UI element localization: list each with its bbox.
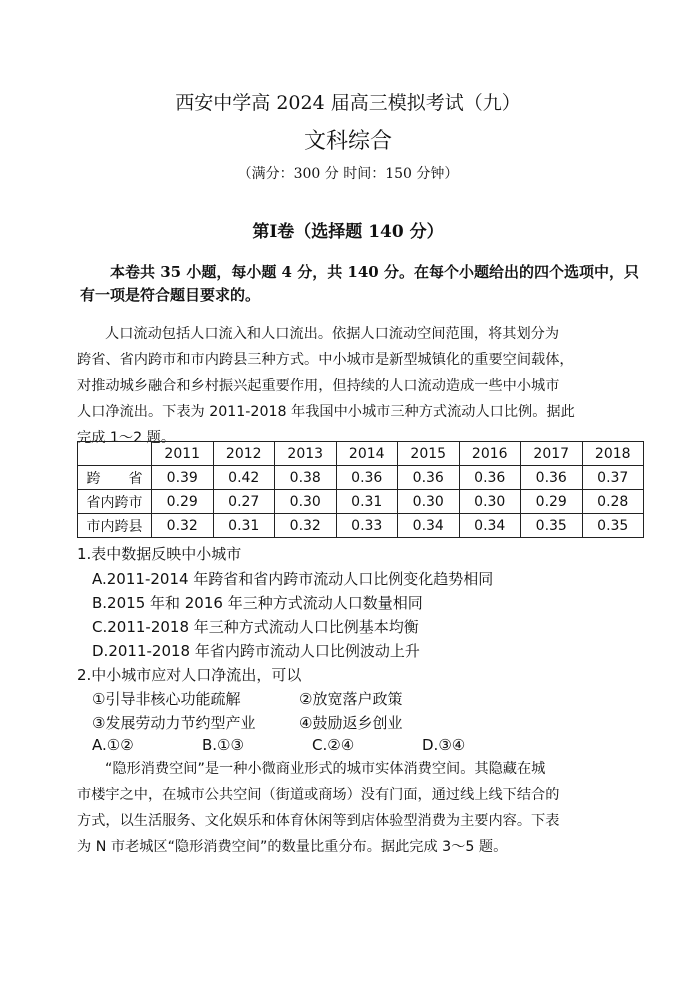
table-cell: 0.30 (398, 490, 460, 514)
passage-2-line: “隐形消费空间”是一种小微商业形式的城市实体消费空间。其隐藏在城 (105, 761, 546, 777)
table-cell: 0.29 (521, 490, 583, 514)
table-corner-cell (78, 442, 152, 466)
passage-2-line: 市楼宇之中，在城市公共空间（街道或商场）没有门面，通过线上线下结合的 (77, 787, 560, 803)
table-cell: 0.36 (336, 466, 398, 490)
passage-1-line: 人口净流出。下表为 2011-2018 年我国中小城市三种方式流动人口比例。据此 (77, 404, 575, 420)
table-cell: 0.30 (275, 490, 337, 514)
exam-title: 西安中学高 2024 届高三模拟考试（九） (175, 92, 521, 114)
table-header-cell: 2015 (398, 442, 460, 466)
table-cell: 0.42 (213, 466, 275, 490)
table-header-cell: 2013 (275, 442, 337, 466)
table-header-cell: 2016 (459, 442, 521, 466)
passage-1-line: 完成 1～2 题。 (77, 430, 176, 446)
question-2-items-row-2 (92, 712, 402, 733)
passage-1-line: 跨省、省内跨市和市内跨县三种方式。中小城市是新型城镇化的重要空间载体， (77, 352, 574, 368)
passage-2 (77, 756, 642, 860)
passage-2-line: 为 N 市老城区“隐形消费空间”的数量比重分布。据此完成 3～5 题。 (77, 839, 508, 855)
question-2-stem: 2.中小城市应对人口净流出，可以 (77, 666, 302, 684)
table-cell: 0.36 (398, 466, 460, 490)
table-row (78, 490, 644, 514)
table-cell: 0.28 (582, 490, 644, 514)
table-cell: 0.34 (459, 514, 521, 538)
question-2-item: ③发展劳动力节约型产业 (92, 714, 256, 732)
table-header-cell: 2012 (213, 442, 275, 466)
table-header-cell: 2014 (336, 442, 398, 466)
table-cell: 0.39 (152, 466, 214, 490)
table-row (78, 514, 644, 538)
question-2-choice-d[interactable]: D.③④ (422, 736, 466, 754)
question-1-option-a[interactable]: A.2011-2014 年跨省和省内跨市流动人口比例变化趋势相同 (92, 570, 494, 588)
table-cell: 0.37 (582, 466, 644, 490)
passage-1-line: 对推动城乡融合和乡村振兴起重要作用，但持续的人口流动造成一些中小城市 (77, 378, 560, 394)
table-cell: 0.27 (213, 490, 275, 514)
question-2-choice-b[interactable]: B.①③ (202, 736, 244, 754)
table-row-label: 市内跨县 (78, 514, 152, 538)
table-header-cell: 2017 (521, 442, 583, 466)
question-2-choice-a[interactable]: A.①② (92, 736, 134, 754)
question-2-item: ②放宽落户政策 (299, 690, 403, 708)
question-1-option-b[interactable]: B.2015 年和 2016 年三种方式流动人口数量相同 (92, 594, 423, 612)
question-1-option-d[interactable]: D.2011-2018 年省内跨市流动人口比例波动上升 (92, 642, 420, 660)
question-1-stem: 1.表中数据反映中小城市 (77, 545, 242, 563)
table-header-cell: 2011 (152, 442, 214, 466)
table-cell: 0.36 (459, 466, 521, 490)
subject-title: 文科综合 (303, 129, 392, 154)
question-2-item: ①引导非核心功能疏解 (92, 690, 241, 708)
table-cell: 0.35 (521, 514, 583, 538)
question-2-choices (92, 736, 465, 754)
passage-1-line: 人口流动包括人口流入和人口流出。依据人口流动空间范围，将其划分为 (105, 326, 560, 342)
table-cell: 0.31 (213, 514, 275, 538)
table-cell: 0.32 (275, 514, 337, 538)
table-cell: 0.35 (582, 514, 644, 538)
table-cell: 0.32 (152, 514, 214, 538)
table-cell: 0.34 (398, 514, 460, 538)
table-cell: 0.30 (459, 490, 521, 514)
table-row-label: 省内跨市 (78, 490, 152, 514)
table-row (78, 466, 644, 490)
table-cell: 0.38 (275, 466, 337, 490)
table-cell: 0.31 (336, 490, 398, 514)
table-row-label: 跨 省 (78, 466, 152, 490)
table-header-row (78, 442, 644, 466)
passage-1 (77, 321, 642, 451)
exam-meta: （满分：300 分 时间：150 分钟） (237, 166, 459, 182)
data-table (77, 441, 644, 538)
instructions-text: 本卷共 35 小题，每小题 4 分，共 140 分。在每个小题给出的四个选项中，只有一项是符合题目要求的。 (80, 263, 639, 304)
table-cell: 0.36 (521, 466, 583, 490)
table-header-cell: 2018 (582, 442, 644, 466)
passage-2-line: 方式，以生活服务、文化娱乐和体育休闲等到店体验型消费为主要内容。下表 (77, 813, 560, 829)
question-2-choice-c[interactable]: C.②④ (312, 736, 355, 754)
section-heading: 第Ⅰ卷（选择题 140 分） (252, 222, 444, 242)
question-1-option-c[interactable]: C.2011-2018 年三种方式流动人口比例基本均衡 (92, 618, 419, 636)
question-2-item: ④鼓励返乡创业 (299, 714, 403, 732)
table-cell: 0.29 (152, 490, 214, 514)
instructions (80, 261, 640, 307)
table-cell: 0.33 (336, 514, 398, 538)
question-2-items-row-1 (92, 688, 402, 709)
